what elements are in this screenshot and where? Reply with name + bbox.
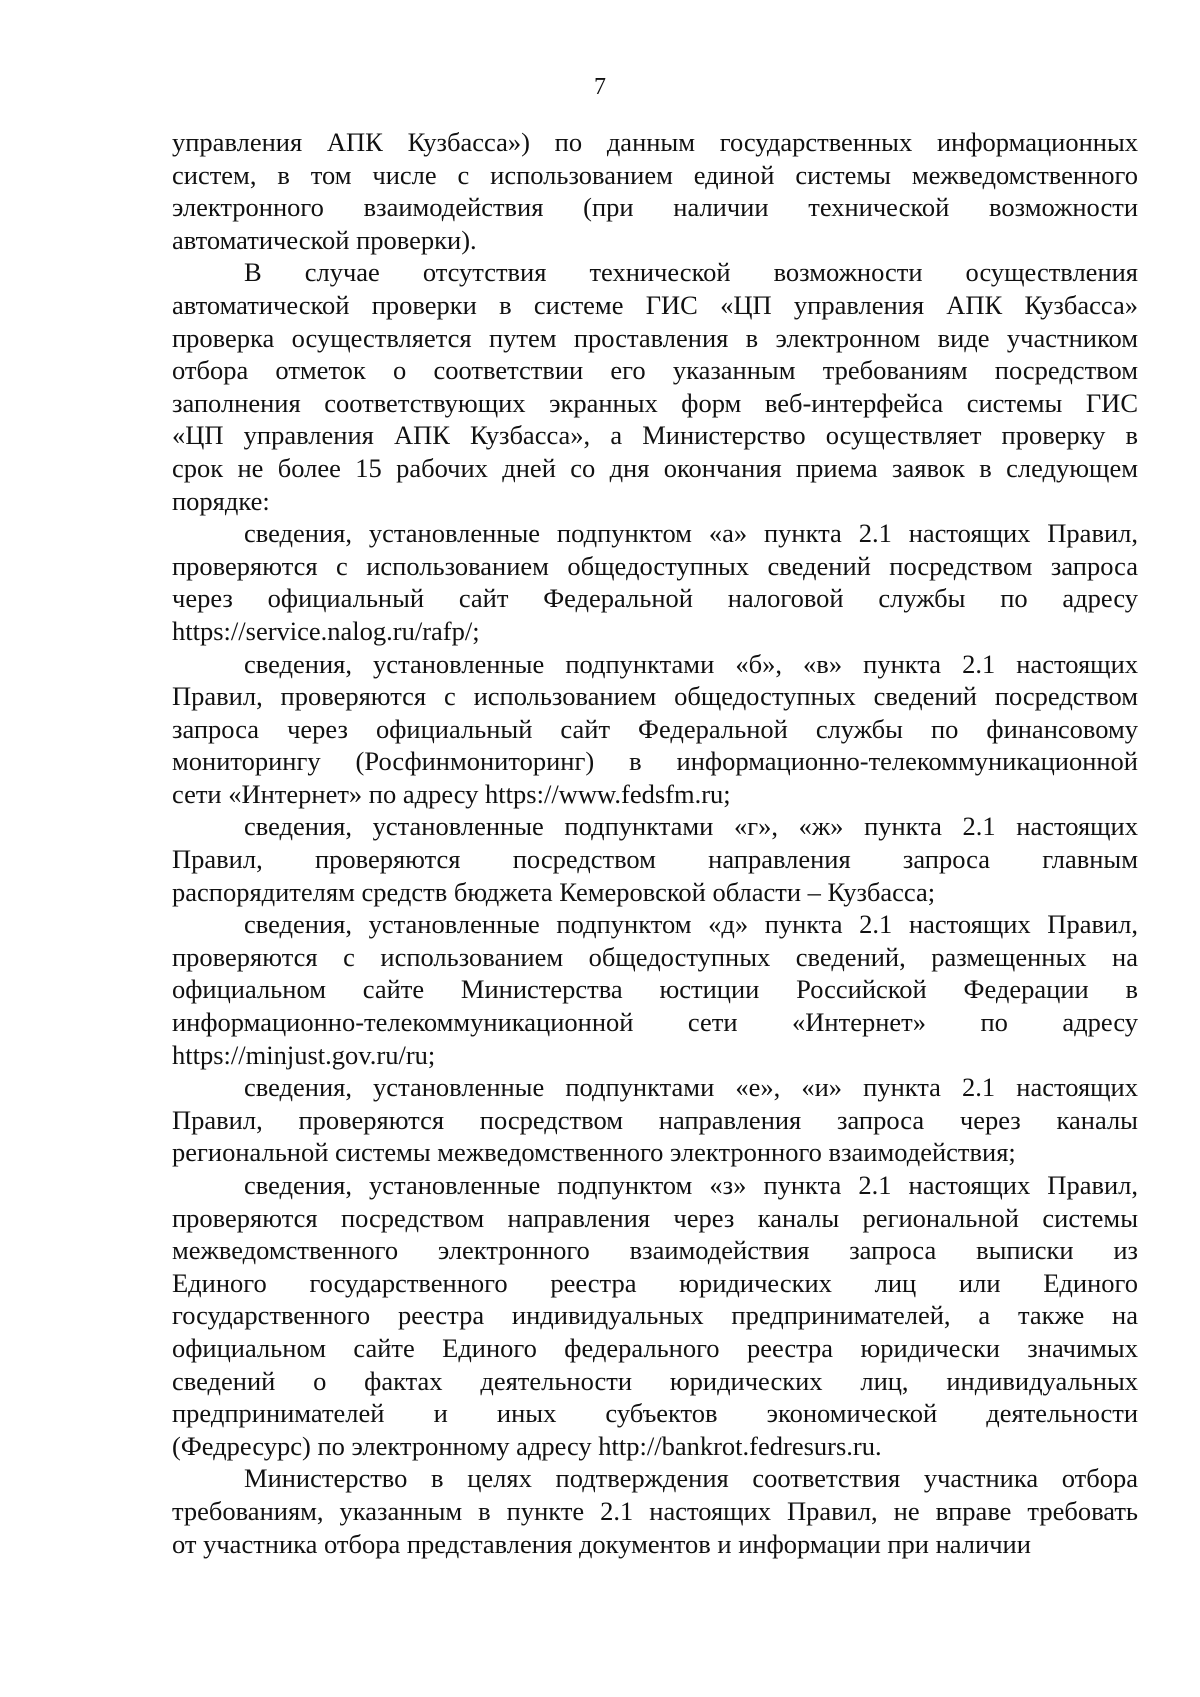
text-line: сведения, установленные подпунктами «г», «ж» пункта 2.1 настоящих: [244, 811, 1138, 842]
text-line: Министерство в целях подтверждения соответствия участника отбора: [244, 1463, 1138, 1494]
text-line: порядке:: [172, 485, 270, 516]
text-line: заполнения соответствующих экранных форм веб-интерфейса системы ГИС: [172, 387, 1138, 418]
text-line: от участника отбора представления документов и информации при наличии: [172, 1528, 1031, 1559]
text-line: отбора отметок о соответствии его указанным требованиям посредством: [172, 355, 1138, 386]
text-line: региональной системы межведомственного электронного взаимодействия;: [172, 1137, 1016, 1168]
text-line: сведения, установленные подпунктами «е», «и» пункта 2.1 настоящих: [244, 1072, 1138, 1103]
text-line: В случае отсутствия технической возможности осуществления: [244, 257, 1138, 288]
paragraph: [172, 1071, 1138, 1169]
text-line: сведения, установленные подпунктами «б», «в» пункта 2.1 настоящих: [244, 648, 1138, 679]
text-line: через официальный сайт Федеральной налоговой службы по адресу: [172, 583, 1138, 614]
text-line: автоматической проверки в системе ГИС «ЦП управления АПК Кузбасса»: [172, 289, 1138, 320]
text-line: распорядителям средств бюджета Кемеровской области – Кузбасса;: [172, 876, 936, 907]
text-line: управления АПК Кузбасса») по данным государственных информационных: [172, 127, 1138, 157]
text-line: https://service.nalog.ru/rafp/;: [172, 615, 480, 646]
paragraph: [172, 908, 1138, 1071]
document-body: [172, 126, 1138, 1560]
page-number: 7: [594, 74, 606, 100]
paragraph: [172, 517, 1138, 647]
text-line: проверяются с использованием общедоступных сведений, размещенных на: [172, 941, 1138, 972]
text-line: запроса через официальный сайт Федеральной службы по финансовому: [172, 713, 1138, 744]
text-line: межведомственного электронного взаимодействия запроса выписки из: [172, 1235, 1138, 1266]
text-line: «ЦП управления АПК Кузбасса», а Министерство осуществляет проверку в: [172, 420, 1138, 451]
text-line: информационно-телекоммуникационной сети «Интернет» по адресу: [172, 1007, 1138, 1038]
paragraph: [172, 1462, 1138, 1560]
text-line: сведения, установленные подпунктом «з» пункта 2.1 настоящих Правил,: [244, 1170, 1138, 1200]
text-line: требованиям, указанным в пункте 2.1 настоящих Правил, не вправе требовать: [172, 1495, 1138, 1526]
text-line: систем, в том числе с использованием единой системы межведомственного: [172, 159, 1138, 190]
text-line: мониторингу (Росфинмониторинг) в информационно-телекоммуникационной: [172, 746, 1138, 777]
text-line: Правил, проверяются посредством направления запроса главным: [172, 844, 1138, 875]
text-line: официальном сайте Министерства юстиции Российской Федерации в: [172, 974, 1138, 1005]
paragraph: [172, 810, 1138, 908]
paragraph: [172, 648, 1138, 811]
text-line: проверка осуществляется путем проставления в электронном виде участником: [172, 322, 1138, 353]
text-line: сведения, установленные подпунктом «д» пункта 2.1 настоящих Правил,: [244, 909, 1138, 940]
text-line: электронного взаимодействия (при наличии технической возможности: [172, 192, 1138, 223]
paragraph: [172, 256, 1138, 517]
text-line: сети «Интернет» по адресу https://www.fedsfm.ru;: [172, 778, 731, 809]
text-line: Правил, проверяются с использованием общедоступных сведений посредством: [172, 681, 1138, 712]
text-line: проверяются посредством направления через каналы региональной системы: [172, 1202, 1138, 1233]
text-line: официальном сайте Единого федерального реестра юридически значимых: [172, 1332, 1138, 1363]
text-line: срок не более 15 рабочих дней со дня окончания приема заявок в следующем: [172, 452, 1138, 483]
text-line: сведений о фактах деятельности юридических лиц, индивидуальных: [172, 1365, 1138, 1396]
text-line: государственного реестра индивидуальных предпринимателей, а также на: [172, 1300, 1138, 1331]
text-line: сведения, установленные подпунктом «а» пункта 2.1 настоящих Правил,: [244, 518, 1138, 549]
text-line: Правил, проверяются посредством направления запроса через каналы: [172, 1104, 1138, 1135]
paragraph: [172, 1169, 1138, 1462]
text-line: https://minjust.gov.ru/ru;: [172, 1039, 436, 1070]
paragraph: [172, 126, 1138, 256]
text-line: проверяются с использованием общедоступных сведений посредством запроса: [172, 550, 1138, 581]
text-line: Единого государственного реестра юридических лиц или Единого: [172, 1267, 1138, 1298]
text-line: автоматической проверки).: [172, 224, 477, 255]
text-line: (Федресурс) по электронному адресу http://bankrot.fedresurs.ru.: [172, 1430, 882, 1461]
text-line: предпринимателей и иных субъектов экономической деятельности: [172, 1398, 1138, 1429]
